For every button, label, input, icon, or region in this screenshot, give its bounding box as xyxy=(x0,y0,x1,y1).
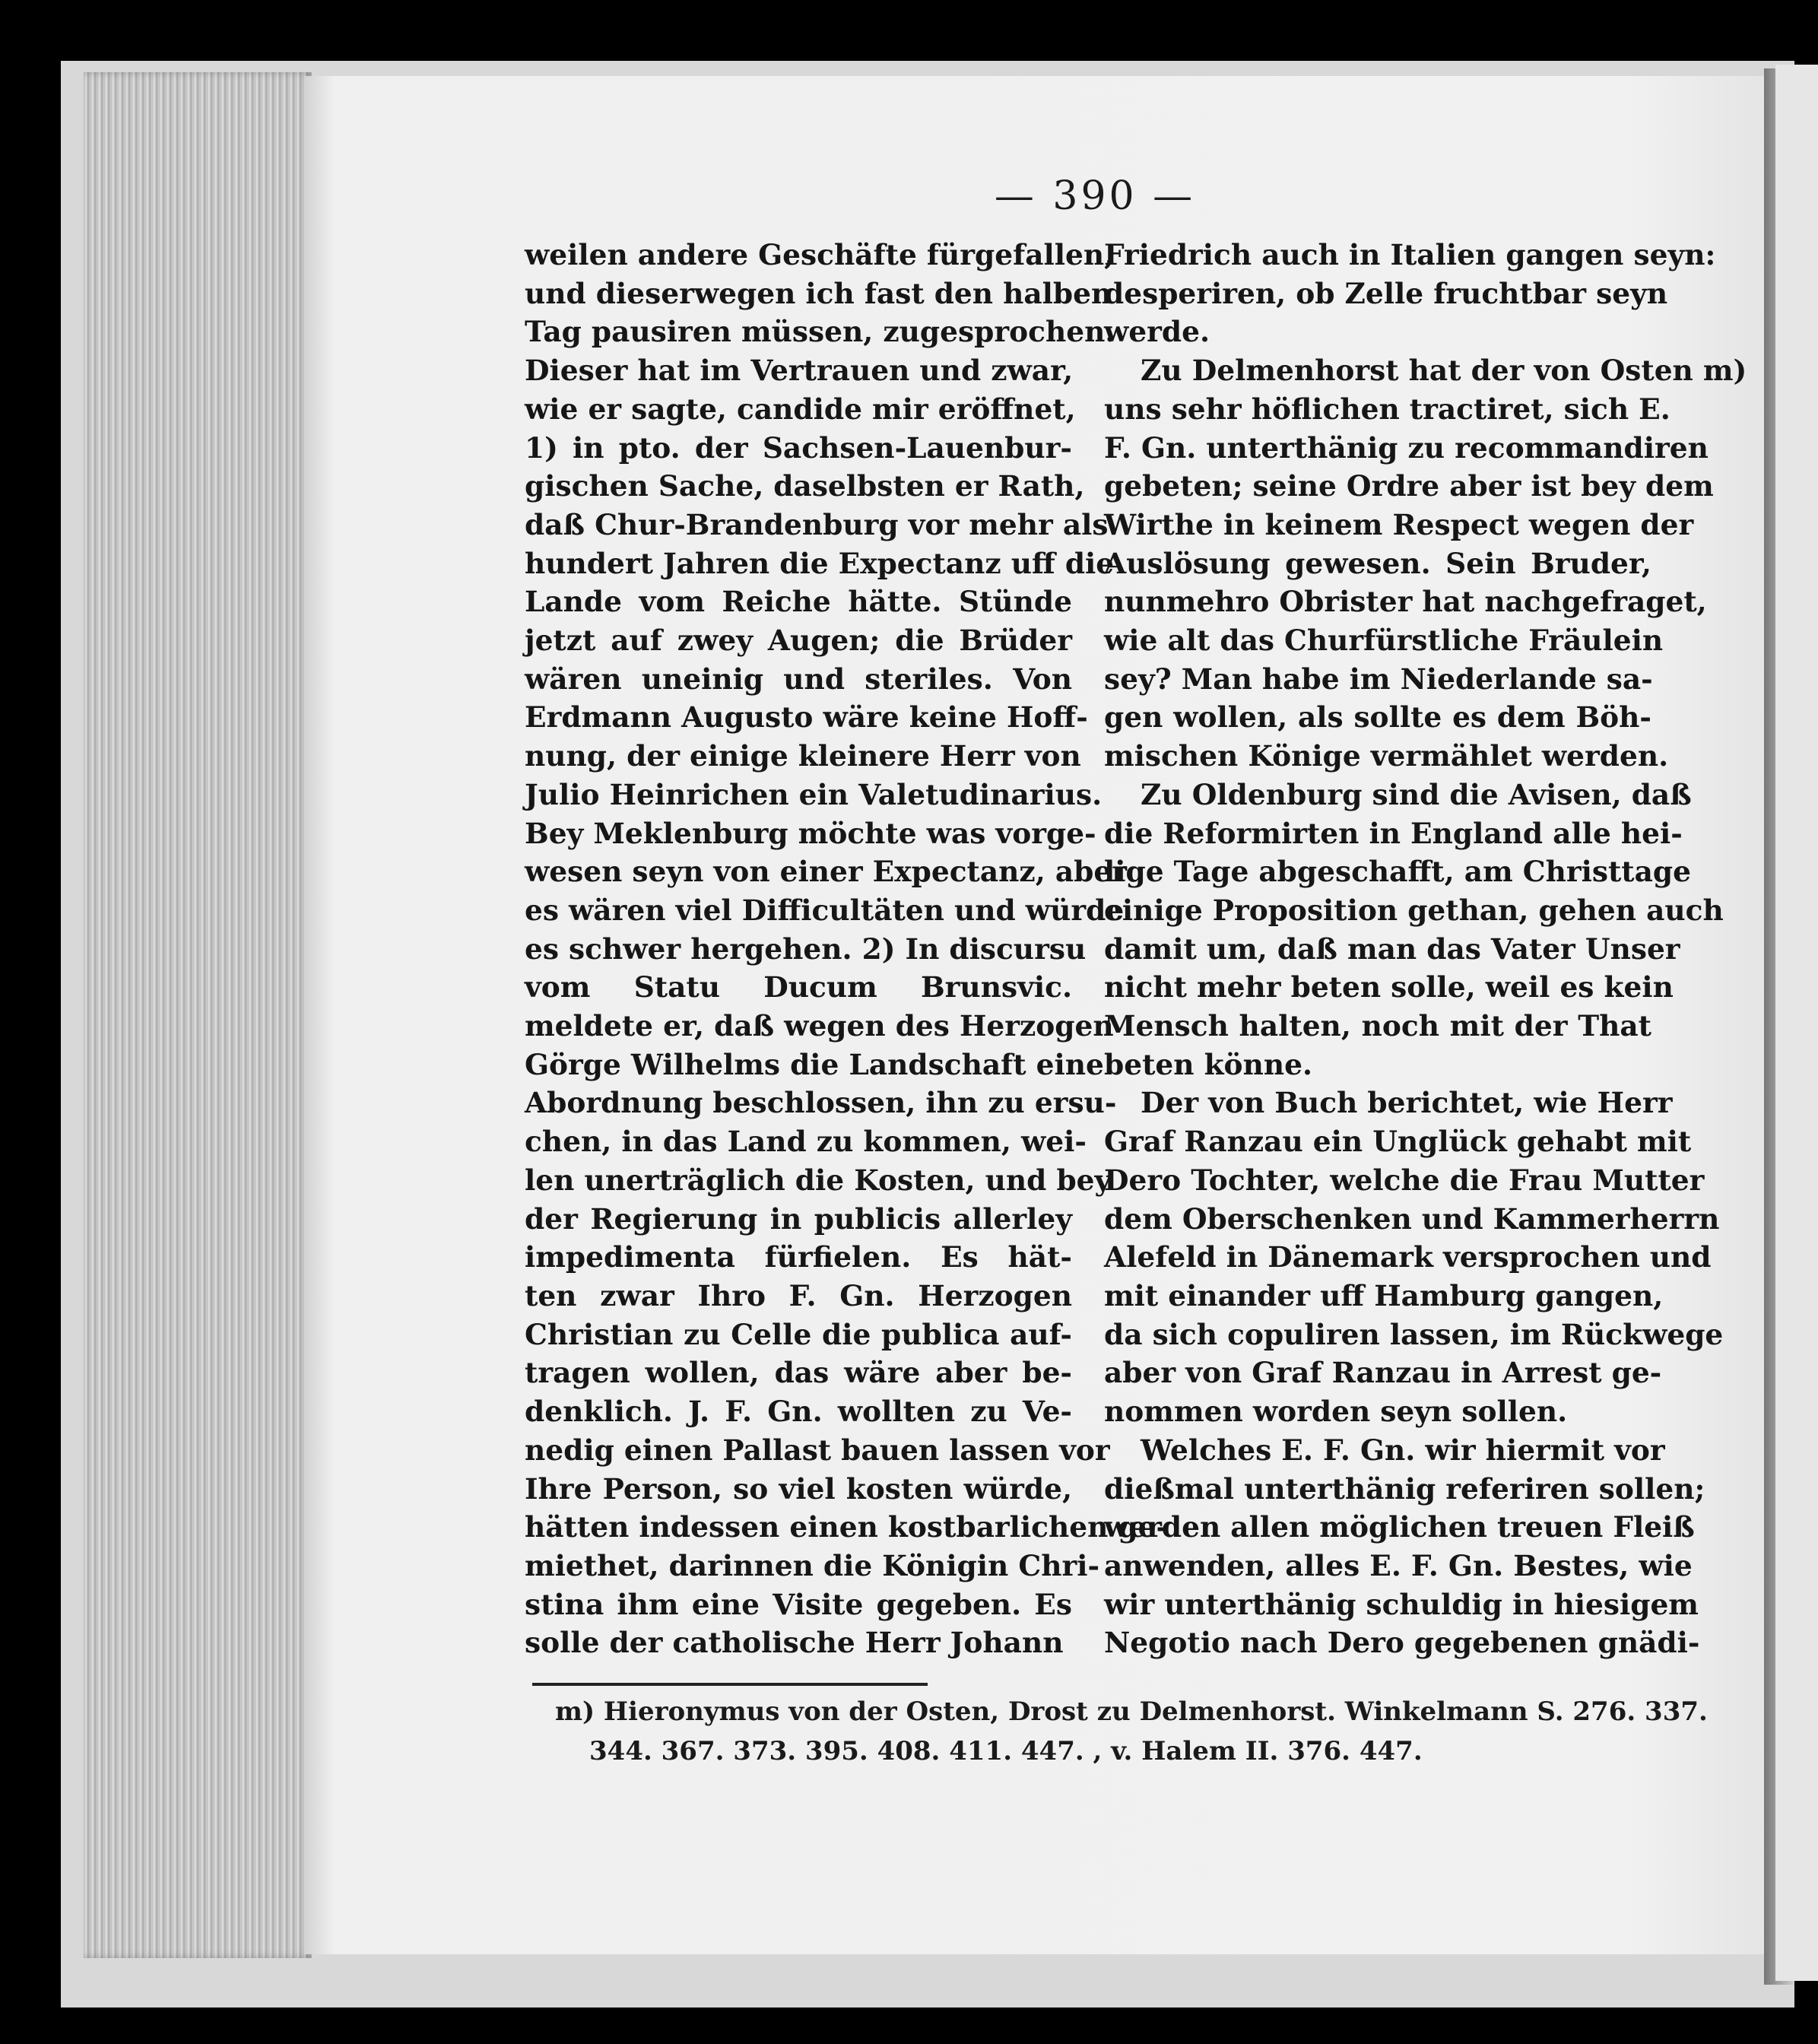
text-line: Abordnung beschlossen, ihn zu ersu- xyxy=(525,1086,1117,1120)
text-line: nunmehro Obrister hat nachgefraget, xyxy=(1104,585,1707,619)
text-line: mischen Könige vermählet werden. xyxy=(1104,739,1669,773)
text-line: lige Tage abgeschafft, am Christtage xyxy=(1104,855,1691,889)
text-line: Auslösung gewesen. Sein Bruder, xyxy=(1104,546,1651,580)
text-line: Zu Oldenburg sind die Avisen, daß xyxy=(1141,777,1692,811)
right-column xyxy=(1104,236,1747,1662)
text-line: impedimenta fürfielen. Es hät- xyxy=(525,1240,1072,1274)
text-line: Julio Heinrichen ein Valetudinarius. xyxy=(525,777,1103,811)
text-line: da sich copuliren lassen, im Rückwege xyxy=(1104,1317,1724,1351)
text-line: weilen andere Geschäfte fürgefallen, xyxy=(525,238,1115,271)
text-line: aber von Graf Ranzau in Arrest ge- xyxy=(1104,1356,1662,1390)
text-line: vom Statu Ducum Brunsvic. xyxy=(525,970,1072,1005)
text-line: der Regierung in publicis allerley xyxy=(525,1201,1072,1236)
text-line: Tag pausiren müssen, zugesprochen. xyxy=(525,315,1115,349)
text-line: hundert Jahren die Expectanz uff die xyxy=(525,546,1115,580)
text-line: Ihre Person, so viel kosten würde, xyxy=(525,1471,1072,1506)
text-line: daß Chur-Brandenburg vor mehr als xyxy=(525,507,1109,541)
footnote xyxy=(555,1692,1708,1771)
text-line: hätten indessen einen kostbarlichen ge- xyxy=(525,1510,1169,1544)
text-line: jetzt auf zwey Augen; die Brüder xyxy=(525,624,1072,658)
text-line: nedig einen Pallast bauen lassen vor xyxy=(525,1433,1110,1467)
text-line: Zu Delmenhorst hat der von Osten m) xyxy=(1141,354,1747,388)
text-line: ten zwar Ihro F. Gn. Herzogen xyxy=(525,1278,1072,1312)
text-line: wie alt das Churfürstliche Fräulein xyxy=(1104,624,1664,658)
text-line: len unerträglich die Kosten, und bey xyxy=(525,1163,1112,1197)
text-line: desperiren, ob Zelle fruchtbar seyn xyxy=(1104,276,1668,310)
text-line: einige Proposition gethan, gehen auch xyxy=(1104,893,1724,927)
text-line: gen wollen, als sollte es dem Böh- xyxy=(1104,700,1651,735)
text-line: miethet, darinnen die Königin Chri- xyxy=(525,1548,1100,1582)
text-line: Der von Buch berichtet, wie Herr xyxy=(1141,1086,1673,1120)
text-line: F. Gn. unterthänig zu recommandiren xyxy=(1104,430,1709,465)
text-line: Wirthe in keinem Respect wegen der xyxy=(1104,507,1694,541)
text-line: Friedrich auch in Italien gangen seyn: xyxy=(1104,238,1716,271)
page-edges xyxy=(84,72,312,1958)
text-line: es schwer hergehen. 2) In discursu xyxy=(525,932,1087,966)
text-line: Görge Wilhelms die Landschaft eine xyxy=(525,1047,1104,1081)
text-line: Dero Tochter, welche die Frau Mutter xyxy=(1104,1163,1705,1197)
text-line: Welches E. F. Gn. wir hiermit vor xyxy=(1141,1433,1665,1467)
text-line: Erdmann Augusto wäre keine Hoff- xyxy=(525,700,1088,735)
text-line: es wären viel Difficultäten und würde xyxy=(525,893,1125,927)
text-line: Mensch halten, noch mit der That xyxy=(1104,1009,1651,1043)
text-line: stina ihm eine Visite gegeben. Es xyxy=(525,1587,1072,1621)
text-line: sey? Man habe im Niederlande sa- xyxy=(1104,662,1653,696)
text-line: Lande vom Reiche hätte. Stünde xyxy=(525,585,1072,619)
text-line: chen, in das Land zu kommen, wei- xyxy=(525,1125,1087,1159)
text-line: dießmal unterthänig referiren sollen; xyxy=(1104,1471,1705,1506)
text-line: Christian zu Celle die publica auf- xyxy=(525,1317,1072,1351)
text-line: dem Oberschenken und Kammerherrn xyxy=(1104,1201,1720,1236)
text-line: Dieser hat im Vertrauen und zwar, xyxy=(525,354,1074,388)
footnote-line: 344. 367. 373. 395. 408. 411. 447. , v. Halem II. 376. 447. xyxy=(589,1736,1423,1766)
text-line: Bey Meklenburg möchte was vorge- xyxy=(525,816,1096,850)
text-line: wie er sagte, candide mir eröffnet, xyxy=(525,392,1076,426)
footnote-line: m) Hieronymus von der Osten, Drost zu Delmenhorst. Winkelmann S. 276. 337. xyxy=(555,1696,1708,1727)
text-line: meldete er, daß wegen des Herzogen xyxy=(525,1009,1114,1043)
text-line: werde. xyxy=(1104,315,1210,349)
text-line: wesen seyn von einer Expectanz, aber xyxy=(525,855,1127,889)
text-line: Negotio nach Dero gegebenen gnädi- xyxy=(1104,1626,1700,1660)
text-line: denklich. J. F. Gn. wollten zu Ve- xyxy=(525,1395,1072,1429)
page-number: — 390 — xyxy=(994,173,1196,219)
text-line: gischen Sache, daselbsten er Rath, xyxy=(525,469,1085,503)
text-line: die Reformirten in England alle hei- xyxy=(1104,816,1683,850)
text-line: Alefeld in Dänemark versprochen und xyxy=(1104,1240,1712,1274)
right-edge xyxy=(1775,65,1818,1981)
text-line: und dieserwegen ich fast den halben xyxy=(525,276,1112,310)
text-line: beten könne. xyxy=(1104,1047,1313,1081)
text-line: tragen wollen, das wäre aber be- xyxy=(525,1356,1072,1390)
text-line: nung, der einige kleinere Herr von xyxy=(525,739,1081,773)
footnote-rule xyxy=(532,1683,928,1686)
text-line: uns sehr höflichen tractiret, sich E. xyxy=(1104,392,1670,426)
text-line: gebeten; seine Ordre aber ist bey dem xyxy=(1104,469,1714,503)
text-line: solle der catholische Herr Johann xyxy=(525,1626,1064,1660)
text-line: Graf Ranzau ein Unglück gehabt mit xyxy=(1104,1125,1692,1159)
text-line: wir unterthänig schuldig in hiesigem xyxy=(1104,1587,1699,1621)
text-line: 1) in pto. der Sachsen-Lauenbur- xyxy=(525,430,1072,465)
text-line: mit einander uff Hamburg gangen, xyxy=(1104,1278,1664,1312)
text-line: nicht mehr beten solle, weil es kein xyxy=(1104,970,1674,1005)
text-line: damit um, daß man das Vater Unser xyxy=(1104,932,1680,966)
text-line: nommen worden seyn sollen. xyxy=(1104,1395,1568,1429)
text-line: werden allen möglichen treuen Fleiß xyxy=(1104,1510,1695,1544)
text-line: anwenden, alles E. F. Gn. Bestes, wie xyxy=(1104,1548,1693,1582)
text-line: wären uneinig und steriles. Von xyxy=(525,662,1072,696)
